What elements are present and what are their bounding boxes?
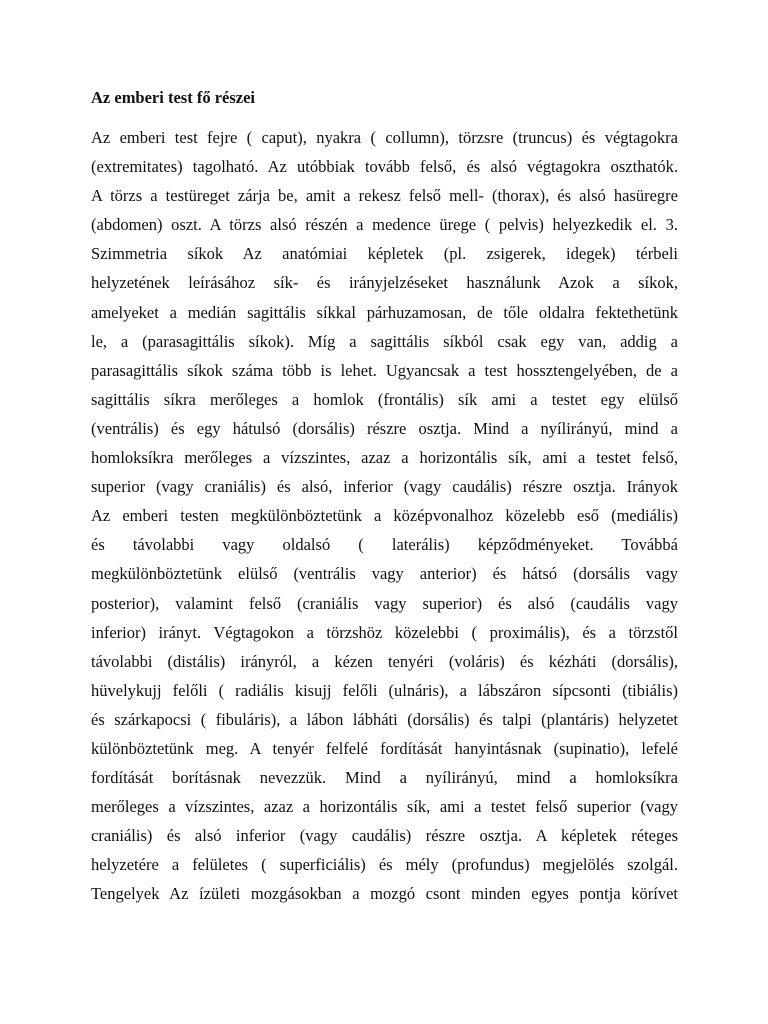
text-line: superior (vagy craniális) és alsó, inferior (vagy caudális) részre osztja. Irányok [91,477,678,497]
text-line: homloksíkra merőleges a vízszintes, azaz a horizontális sík, ami a testet felső, [91,448,678,468]
text-line: (abdomen) oszt. A törzs alsó részén a medence ürege ( pelvis) helyezkedik el. 3. [91,215,678,235]
text-line: Az emberi testen megkülönböztetünk a középvonalhoz közelebb eső (mediális) [91,506,678,526]
text-line: (extremitates) tagolható. Az utóbbiak tovább felső, és alsó végtagokra oszthatók. [91,157,678,177]
text-line: A törzs a testüreget zárja be, amit a rekesz felső mell- (thorax), és alsó hasüregre [91,186,678,206]
text-line: hüvelykujj felőli ( radiális kisujj felőli (ulnáris), a lábszáron sípcsonti (tibiális) [91,680,678,700]
text-line: különböztetünk meg. A tenyér felfelé fordítását hanyintásnak (supinatio), lefelé [91,738,678,758]
text-line: megkülönböztetünk elülső (ventrális vagy anterior) és hátsó (dorsális vagy [91,564,678,584]
text-line: Tengelyek Az ízületi mozgásokban a mozgó csont minden egyes pontja körívet [91,884,678,904]
text-line: (ventrális) és egy hátulsó (dorsális) részre osztja. Mind a nyílirányú, mind a [91,418,678,438]
text-line: inferior) irányt. Végtagokon a törzshöz közelebbi ( proximális), és a törzstől [91,622,678,642]
text-line: amelyeket a medián sagittális síkkal párhuzamosan, de tőle oldalra fektethetünk [91,302,678,322]
text-line: Szimmetria síkok Az anatómiai képletek (pl. zsigerek, idegek) térbeli [91,244,678,264]
text-line: Az emberi test fejre ( caput), nyakra ( collumn), törzsre (truncus) és végtagokra [91,128,678,147]
text-line: és szárkapocsi ( fibuláris), a lábon lábháti (dorsális) és talpi (plantáris) helyzetet [91,709,678,729]
text-line: fordítását borításnak nevezzük. Mind a nyílirányú, mind a homloksíkra [91,768,678,788]
text-line: helyzetére a felületes ( superficiális) és mély (profundus) megjelölés szolgál. [91,855,678,875]
text-line: le, a (parasagittális síkok). Míg a sagittális síkból csak egy van, addig a [91,331,678,351]
text-line: merőleges a vízszintes, azaz a horizontális sík, ami a testet felső superior (vagy [91,797,678,817]
document-body [91,123,678,909]
document-heading: Az emberi test fő részei [91,88,255,107]
text-line: helyzetének leírásához sík- és irányjelzéseket használunk Azok a síkok, [91,273,678,293]
text-line: és távolabbi vagy oldalsó ( laterális) képződményeket. Továbbá [91,535,678,555]
text-line: posterior), valamint felső (craniális vagy superior) és alsó (caudális vagy [91,593,678,613]
text-line: craniális) és alsó inferior (vagy caudális) részre osztja. A képletek réteges [91,826,678,846]
text-line: sagittális síkra merőleges a homlok (frontális) sík ami a testet egy elülső [91,389,678,409]
text-line: parasagittális síkok száma több is lehet. Ugyancsak a test hossztengelyében, de a [91,360,678,380]
text-line: távolabbi (distális) irányról, a kézen tenyéri (voláris) és kézháti (dorsális), [91,651,678,671]
